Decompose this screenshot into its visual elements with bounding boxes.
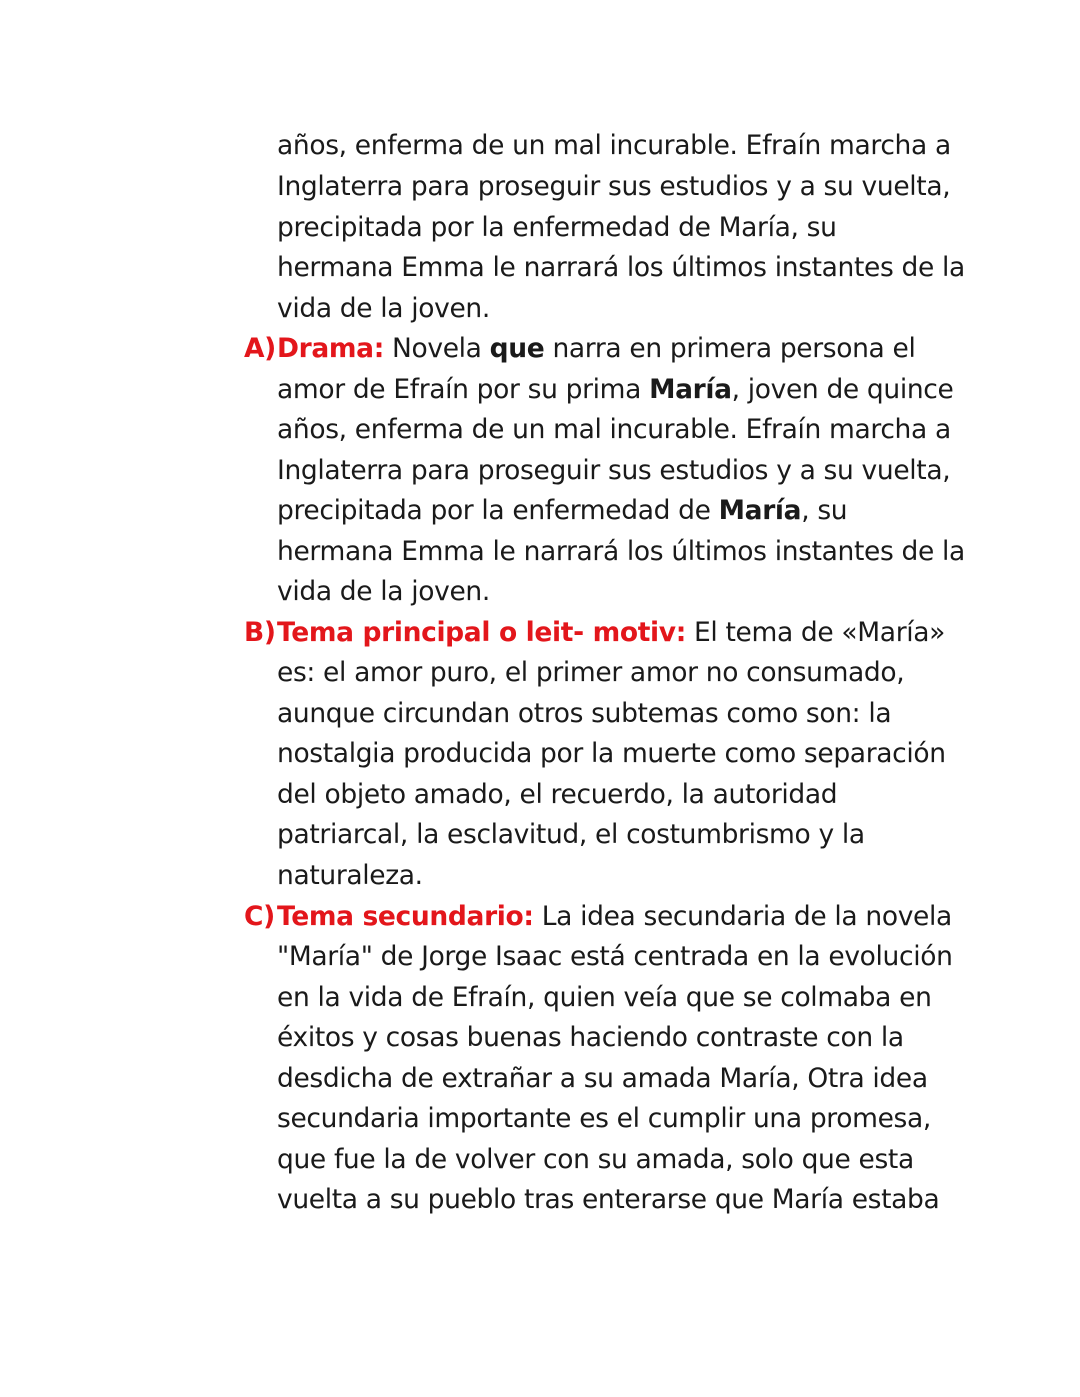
section-b-marker: B) [244, 617, 276, 648]
section-b-line: naturaleza. [277, 860, 423, 891]
section-a-text: narra en primera persona el [544, 333, 916, 364]
section-a-text: precipitada por la enfermedad de [277, 495, 719, 526]
section-a-bold-text: María [718, 495, 802, 526]
section-c-line: "María" de Jorge Isaac está centrada en la evolución [277, 941, 953, 972]
section-a-label: Drama: [277, 333, 384, 364]
section-c-marker: C) [244, 901, 275, 932]
section-c-line: que fue la de volver con su amada, solo que esta [277, 1144, 914, 1175]
section-a-line: hermana Emma le narrará los últimos instantes de la [277, 536, 965, 567]
intro-line: Inglaterra para proseguir sus estudios y a su vuelta, [277, 171, 951, 202]
section-a-line [277, 370, 954, 410]
section-c-line: vuelta a su pueblo tras enterarse que María estaba [277, 1184, 940, 1215]
section-a-line: Inglaterra para proseguir sus estudios y a su vuelta, [277, 455, 951, 486]
section-a-line [244, 329, 915, 369]
section-b-line [244, 613, 945, 653]
section-a-line [277, 491, 847, 531]
intro-line: precipitada por la enfermedad de María, su [277, 212, 837, 243]
section-a-text: Novela [383, 333, 490, 364]
section-a-text: , joven de quince [731, 374, 954, 405]
section-a-text: amor de Efraín por su prima [277, 374, 650, 405]
section-b-line: del objeto amado, el recuerdo, la autoridad [277, 779, 838, 810]
section-b-text: El tema de «María» [685, 617, 946, 648]
section-c-line [244, 897, 952, 937]
section-a-line: vida de la joven. [277, 576, 490, 607]
section-b-label: Tema principal o leit- motiv: [277, 617, 686, 648]
section-a-bold-text: María [649, 374, 732, 405]
section-a-line: años, enferma de un mal incurable. Efraín marcha a [277, 414, 951, 445]
intro-line: vida de la joven. [277, 293, 490, 324]
section-b-line: patriarcal, la esclavitud, el costumbrismo y la [277, 819, 865, 850]
section-c-line: en la vida de Efraín, quien veía que se colmaba en [277, 982, 932, 1013]
intro-line: años, enferma de un mal incurable. Efraín marcha a [277, 130, 951, 161]
section-c-line: desdicha de extrañar a su amada María, Otra idea [277, 1063, 928, 1094]
section-b-line: nostalgia producida por la muerte como separación [277, 738, 946, 769]
section-c-line: secundaria importante es el cumplir una promesa, [277, 1103, 931, 1134]
section-b-line: aunque circundan otros subtemas como son: la [277, 698, 892, 729]
section-c-line: éxitos y cosas buenas haciendo contraste con la [277, 1022, 904, 1053]
intro-line: hermana Emma le narrará los últimos instantes de la [277, 252, 965, 283]
section-a-marker: A) [244, 333, 276, 364]
section-b-line: es: el amor puro, el primer amor no consumado, [277, 657, 905, 688]
section-c-label: Tema secundario: [277, 901, 534, 932]
section-c-text: La idea secundaria de la novela [533, 901, 952, 932]
section-a-text: , su [801, 495, 848, 526]
section-a-bold-text: que [489, 333, 545, 364]
